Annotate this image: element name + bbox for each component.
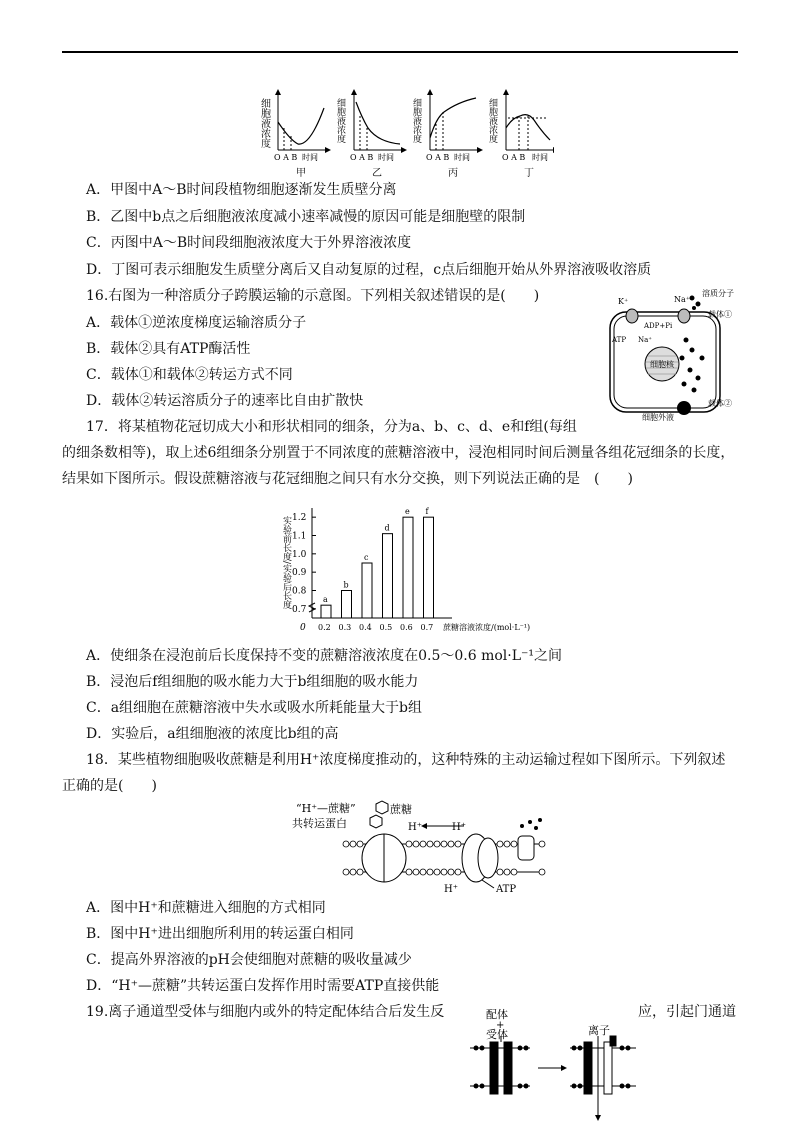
- q15-option-b: B．乙图中b点之后细胞液浓度减小速率减慢的原因可能是细胞壁的限制: [86, 209, 526, 225]
- y-tick-label: 0.9: [292, 568, 307, 579]
- q18-figure: [290, 800, 552, 896]
- q17-stem-line1: 17．将某植物花冠切成大小和形状相同的细条，分为a、b、c、d、e和f组(每组: [86, 419, 577, 435]
- cotransporter-title2: 共转运蛋白: [292, 817, 347, 830]
- plus-sign: +: [496, 1020, 505, 1031]
- graph-xlabel: 时间: [532, 153, 548, 162]
- graph-ylabel: 细胞液浓度: [487, 98, 497, 143]
- h-plus-left: H⁺: [408, 822, 422, 833]
- graph-xlabel: 时间: [454, 153, 470, 162]
- cotransporter-title1: “H⁺—蔗糖”: [296, 802, 356, 815]
- bar-label: d: [384, 523, 390, 533]
- graph-ylabel: 细胞液浓度: [258, 98, 270, 148]
- carrier1-label: 载体①: [708, 310, 732, 319]
- bar: [362, 563, 372, 618]
- x-tick-label: 0.6: [400, 623, 413, 632]
- y-tick-label: 1.1: [292, 531, 307, 542]
- graph-xlabel: 时间: [378, 153, 394, 162]
- q18-stem-line2: 正确的是( ): [62, 778, 157, 794]
- y-tick-label: 0.8: [292, 586, 307, 597]
- q18-option-c: C．提高外界溶液的pH会使细胞对蔗糖的吸收量减少: [86, 952, 412, 968]
- q17-stem-line2: 的细条数相等)，取上述6组细条分别置于不同浓度的蔗糖溶液中，浸泡相同时间后测量各组花冠细条的长度，: [62, 445, 735, 461]
- solute-label: 溶质分子: [702, 289, 734, 298]
- carrier2-label: 载体②: [708, 399, 732, 408]
- outside-label: 细胞外液: [642, 413, 674, 422]
- y-tick-label: 1.0: [292, 549, 307, 560]
- receptor-label: 受体: [486, 1028, 508, 1041]
- sucrose-label: 蔗糖: [390, 803, 412, 816]
- svg-text:O A B: O A B: [502, 153, 526, 162]
- bar-label: c: [364, 553, 369, 562]
- graph-ding: [487, 92, 554, 179]
- x-tick-label: 0.4: [359, 623, 372, 632]
- q16-option-d: D．载体②转运溶质分子的速率比自由扩散快: [86, 393, 364, 409]
- ion-label: 离子: [588, 1024, 610, 1037]
- q15-option-d: D．丁图可表示细胞发生质壁分离后又自动复原的过程，c点后细胞开始从外界溶液吸收溶质: [86, 262, 652, 278]
- q18-option-d: D．“H⁺—蔗糖”共转运蛋白发挥作用时需要ATP直接供能: [86, 978, 440, 994]
- graph-label-yi: 乙: [372, 168, 382, 179]
- q17-bar-chart: [272, 500, 548, 642]
- q19-figure: [470, 1006, 636, 1126]
- graph-ylabel: 细胞液浓度: [335, 98, 345, 143]
- graph-bing: [411, 92, 480, 179]
- q16-option-c: C．载体①和载体②转运方式不同: [86, 367, 293, 383]
- x-tick-label: 0.2: [318, 623, 331, 632]
- x-tick-label: 0.5: [379, 623, 393, 632]
- q18-stem-line1: 18．某些植物细胞吸收蔗糖是利用H⁺浓度梯度推动的，这种特殊的主动运输过程如下图所示。下列叙述: [86, 752, 726, 768]
- y-tick-label: 0.7: [292, 604, 307, 615]
- bar: [342, 591, 352, 619]
- h-plus-right: H⁺: [452, 822, 466, 833]
- graph-label-ding: 丁: [524, 168, 534, 179]
- atp-label-q18: ATP: [496, 884, 517, 895]
- svg-text:O A B: O A B: [350, 153, 374, 162]
- q17-option-a: A．使细条在浸泡前后长度保持不变的蔗糖溶液浓度在0.5～0.6 mol·L⁻¹之间: [86, 648, 563, 664]
- q15-option-c: C．丙图中A～B时间段细胞液浓度大于外界溶液浓度: [86, 235, 412, 251]
- bar: [424, 517, 434, 618]
- origin-label: 0: [300, 623, 306, 633]
- q16-stem: 16.右图为一种溶质分子跨膜运输的示意图。下列相关叙述错误的是( ): [86, 288, 540, 304]
- graph-label-bing: 丙: [448, 168, 458, 179]
- q16-option-a: A．载体①逆浓度梯度运输溶质分子: [86, 315, 307, 331]
- axis-break: [309, 603, 315, 612]
- graph-jia: [259, 92, 329, 179]
- q19-stem-left: 19.离子通道型受体与细胞内或外的特定配体结合后发生反: [86, 1004, 445, 1020]
- adp-label: ADP+Pi: [644, 322, 673, 330]
- q16-figure: [598, 286, 744, 424]
- q16-option-b: B．载体②具有ATP酶活性: [86, 341, 251, 357]
- bar: [383, 534, 393, 618]
- nucleus-label: 细胞核: [650, 360, 674, 369]
- graph-ylabel: 细胞液浓度: [411, 98, 421, 143]
- ligand-label: 配体: [486, 1008, 508, 1021]
- bar: [321, 605, 331, 618]
- q18-option-a: A．图中H⁺和蔗糖进入细胞的方式相同: [86, 900, 326, 916]
- q15-graphs: [258, 88, 554, 180]
- graph-yi: [335, 92, 404, 179]
- q17-option-c: C．a组细胞在蔗糖溶液中失水或吸水所耗能量大于b组: [86, 700, 423, 716]
- q17-option-b: B．浸泡后f组细胞的吸水能力大于b组细胞的吸水能力: [86, 674, 419, 690]
- h-plus-bottom: H⁺: [444, 884, 458, 895]
- q17-option-d: D．实验后，a组细胞液的浓度比b组的高: [86, 726, 339, 742]
- header-rule: [62, 51, 738, 53]
- na-top-label: Na⁺: [674, 295, 690, 304]
- svg-text:O A B: O A B: [274, 153, 298, 162]
- q17-stem-line3: 结果如下图所示。假设蔗糖溶液与花冠细胞之间只有水分交换，则下列说法正确的是 ( ): [62, 471, 633, 487]
- atp-label: ATP: [612, 336, 627, 344]
- bar: [403, 517, 413, 618]
- na-in-label: Na⁺: [638, 336, 652, 344]
- q15-option-a: A．甲图中A～B时间段植物细胞逐渐发生质壁分离: [86, 182, 397, 198]
- x-tick-label: 0.3: [338, 623, 352, 632]
- graph-xlabel: 时间: [302, 153, 318, 162]
- bar-label: f: [425, 507, 429, 517]
- bar-label: a: [323, 595, 328, 605]
- q18-option-b: B．图中H⁺进出细胞所利用的转运蛋白相同: [86, 926, 354, 942]
- y-tick-label: 1.2: [292, 513, 307, 524]
- graph-label-jia: 甲: [296, 168, 306, 179]
- k-ion-label: K⁺: [618, 297, 629, 306]
- y-axis-label: 实验前长度/实验后长度: [281, 516, 291, 610]
- x-tick-label: 0.7: [420, 623, 434, 632]
- bar-label: b: [343, 580, 349, 590]
- svg-text:O A B: O A B: [426, 153, 450, 162]
- q19-stem-right: 应，引起门通道: [638, 1004, 736, 1020]
- bar-label: e: [405, 507, 410, 517]
- x-axis-label: 蔗糖溶液浓度/(mol·L⁻¹): [443, 623, 531, 632]
